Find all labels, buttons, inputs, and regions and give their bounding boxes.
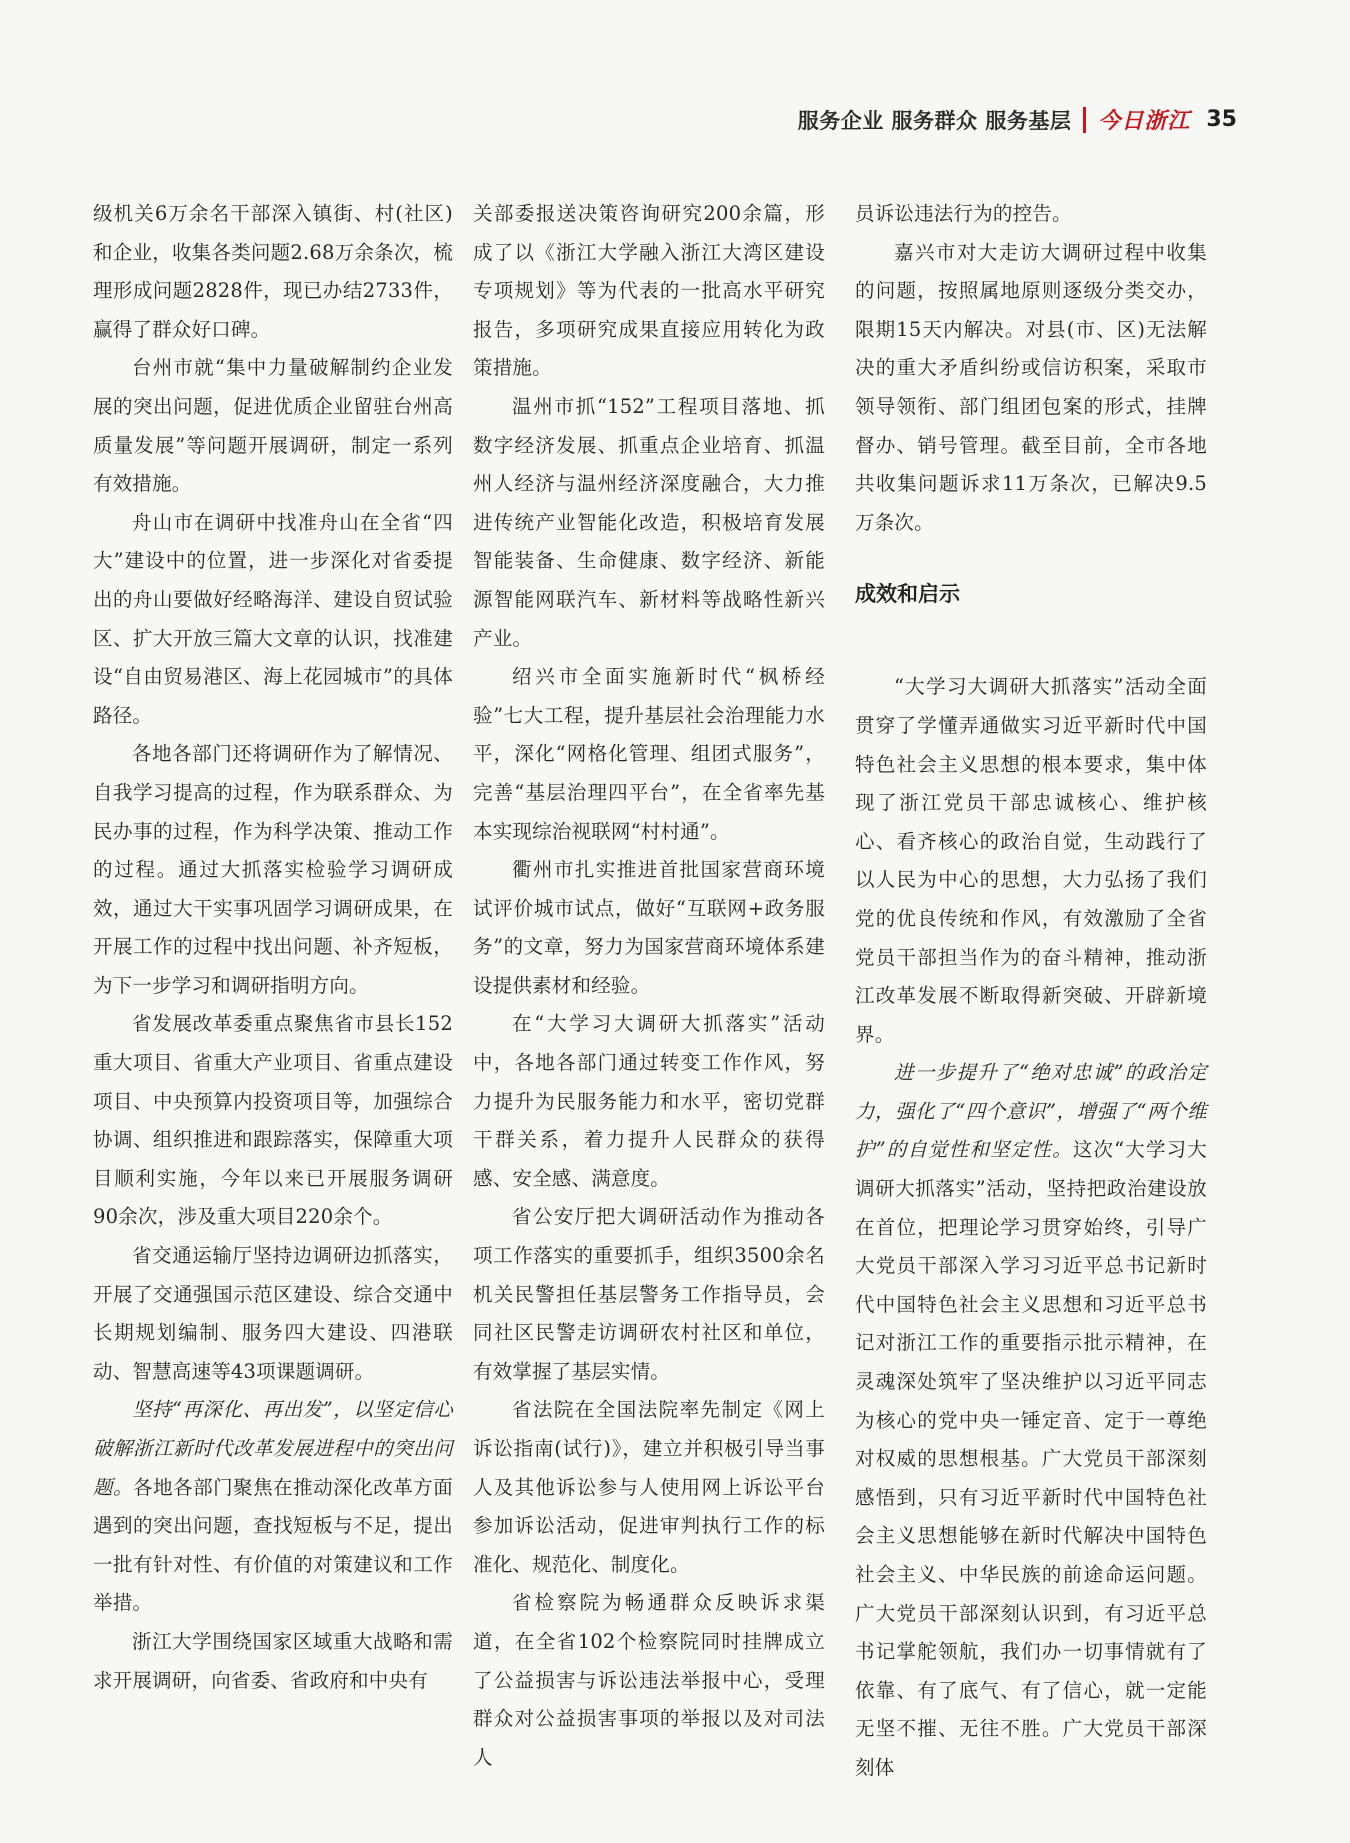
paragraph: 绍兴市全面实施新时代“枫桥经验”七大工程，提升基层社会治理能力水平，深化“网格化管理、组团式服务”，完善“基层治理四平台”，在全省率先基本实现综治视联网“村村通”。 <box>473 665 825 843</box>
header-slogan: 服务企业 服务群众 服务基层 <box>797 108 1072 133</box>
paragraph: 浙江大学围绕国家区域重大战略和需求开展调研，向省委、省政府和中央有 <box>93 1629 453 1692</box>
paragraph: 台州市就“集中力量破解制约企业发展的突出问题，促进优质企业留驻台州高质量发展”等问题开展调研，制定一系列有效措施。 <box>93 356 453 496</box>
paragraph: 嘉兴市对大走访大调研过程中收集的问题，按照属地原则逐级分类交办，限期15天内解决。对县(市、区)无法解决的重大矛盾纠纷或信访积案，采取市领导领衔、部门组团包案的形式，挂牌督办、销号管理。截至目前，全市各地共收集问题诉求11万条次，已解决9.5万条次。 <box>855 240 1207 534</box>
paragraph: 各地各部门还将调研作为了解情况、自我学习提高的过程，作为联系群众、为民办事的过程，作为科学决策、推动工作的过程。通过大抓落实检验学习调研成效，通过大干实事巩固学习调研成果，在开展工作的过程中找出问题、补齐短板，为下一步学习和调研指明方向。 <box>93 742 453 997</box>
page-number: 35 <box>1206 107 1237 132</box>
paragraph: 员诉讼违法行为的控告。 <box>855 202 1072 225</box>
paragraph: 省公安厅把大调研活动作为推动各项工作落实的重要抓手，组织3500余名机关民警担任基层警务工作指导员，会同社区民警走访调研农村社区和单位，有效掌握了基层实情。 <box>473 1205 825 1383</box>
paragraph: 在“大学习大调研大抓落实”活动中，各地各部门通过转变工作作风，努力提升为民服务能力和水平，密切党群干群关系，着力提升人民群众的获得感、安全感、满意度。 <box>473 1012 825 1190</box>
paragraph: 温州市抓“152”工程项目落地、抓数字经济发展、抓重点企业培育、抓温州人经济与温州经济深度融合，大力推进传统产业智能化改造，积极培育发展智能装备、生命健康、数字经济、新能源智能网联汽车、新材料等战略性新兴产业。 <box>473 394 825 650</box>
emphasis-lead: 进一步提升了“绝对忠诚”的政治定力，强化了“四个意识”，增强了“两个维护”的自觉性和坚定性。 <box>855 1061 1207 1162</box>
paragraph: 省发展改革委重点聚焦省市县长152重大项目、省重大产业项目、省重点建设项目、中央预算内投资项目等，加强综合协调、组织推进和跟踪落实，保障重大项目顺利实施，今年以来已开展服务调研90余次，涉及重大项目220余个。 <box>93 1012 453 1229</box>
paragraph: 关部委报送决策咨询研究200余篇，形成了以《浙江大学融入浙江大湾区建设专项规划》等为代表的一批高水平研究报告，多项研究成果直接应用转化为政策措施。 <box>473 202 825 380</box>
column-1 <box>93 195 453 1700</box>
paragraph: 舟山市在调研中找准舟山在全省“四大”建设中的位置，进一步深化对省委提出的舟山要做好经略海洋、建设自贸试验区、扩大开放三篇大文章的认识，找准建设“自由贸易港区、海上花园城市”的具体路径。 <box>93 510 453 727</box>
header-divider <box>1083 107 1086 133</box>
paragraph: “大学习大调研大抓落实”活动全面贯穿了学懂弄通做实习近平新时代中国特色社会主义思想的根本要求，集中体现了浙江党员干部忠诚核心、维护核心、看齐核心的政治自觉，生动践行了以人民为中心的思想，大力弘扬了我们党的优良传统和作风，有效激励了全省党员干部担当作为的奋斗精神，推动浙江改革发展不断取得新突破、开辟新境界。 <box>855 675 1207 1046</box>
paragraph: 省交通运输厅坚持边调研边抓落实，开展了交通强国示范区建设、综合交通中长期规划编制、服务四大建设、四港联动、智慧高速等43项课题调研。 <box>93 1244 453 1383</box>
emphasis-lead: 坚持“再深化、再出发”，以坚定信心破解浙江新时代改革发展进程中的突出问题。 <box>93 1398 453 1499</box>
paragraph: 省法院在全国法院率先制定《网上诉讼指南(试行)》，建立并积极引导当事人及其他诉讼参与人使用网上诉讼平台参加诉讼活动，促进审判执行工作的标准化、规范化、制度化。 <box>473 1398 825 1576</box>
paragraph-emphasis <box>855 1054 1207 1787</box>
paragraph-emphasis <box>93 1391 453 1623</box>
paragraph: 省检察院为畅通群众反映诉求渠道，在全省102个检察院同时挂牌成立了公益损害与诉讼违法举报中心，受理群众对公益损害事项的举报以及对司法人 <box>473 1591 825 1769</box>
page-header <box>798 104 1237 135</box>
magazine-logo: 今日浙江 <box>1098 109 1191 134</box>
section-heading: 成效和启示 <box>855 582 960 607</box>
emphasis-rest: 这次“大学习大调研大抓落实”活动，坚持把政治建设放在首位，把理论学习贯穿始终，引导广大党员干部深入学习习近平总书记新时代中国特色社会主义思想和习近平总书记对浙江工作的重要指示批示精神，在灵魂深处筑牢了坚决维护以习近平同志为核心的党中央一锤定音、定于一尊绝对权威的思想根基。广大党员干部深刻感悟到，只有习近平新时代中国特色社会主义思想能够在新时代解决中国特色社会主义、中华民族的前途命运问题。广大党员干部深刻认识到，有习近平总书记掌舵领航，我们办一切事情就有了依靠、有了底气、有了信心，就一定能无坚不摧、无往不胜。广大党员干部深刻体 <box>855 1138 1208 1779</box>
paragraph: 衢州市扎实推进首批国家营商环境试评价城市试点，做好“互联网+政务服务”的文章，努力为国家营商环境体系建设提供素材和经验。 <box>473 858 825 997</box>
column-2 <box>473 195 825 1777</box>
column-3 <box>855 195 1207 1788</box>
paragraph: 级机关6万余名干部深入镇街、村(社区)和企业，收集各类问题2.68万余条次，梳理形成问题2828件，现已办结2733件，赢得了群众好口碑。 <box>93 202 453 341</box>
emphasis-rest: 各地各部门聚焦在推动深化改革方面遇到的突出问题，查找短板与不足，提出一批有针对性、有价值的对策建议和工作举措。 <box>93 1475 454 1615</box>
